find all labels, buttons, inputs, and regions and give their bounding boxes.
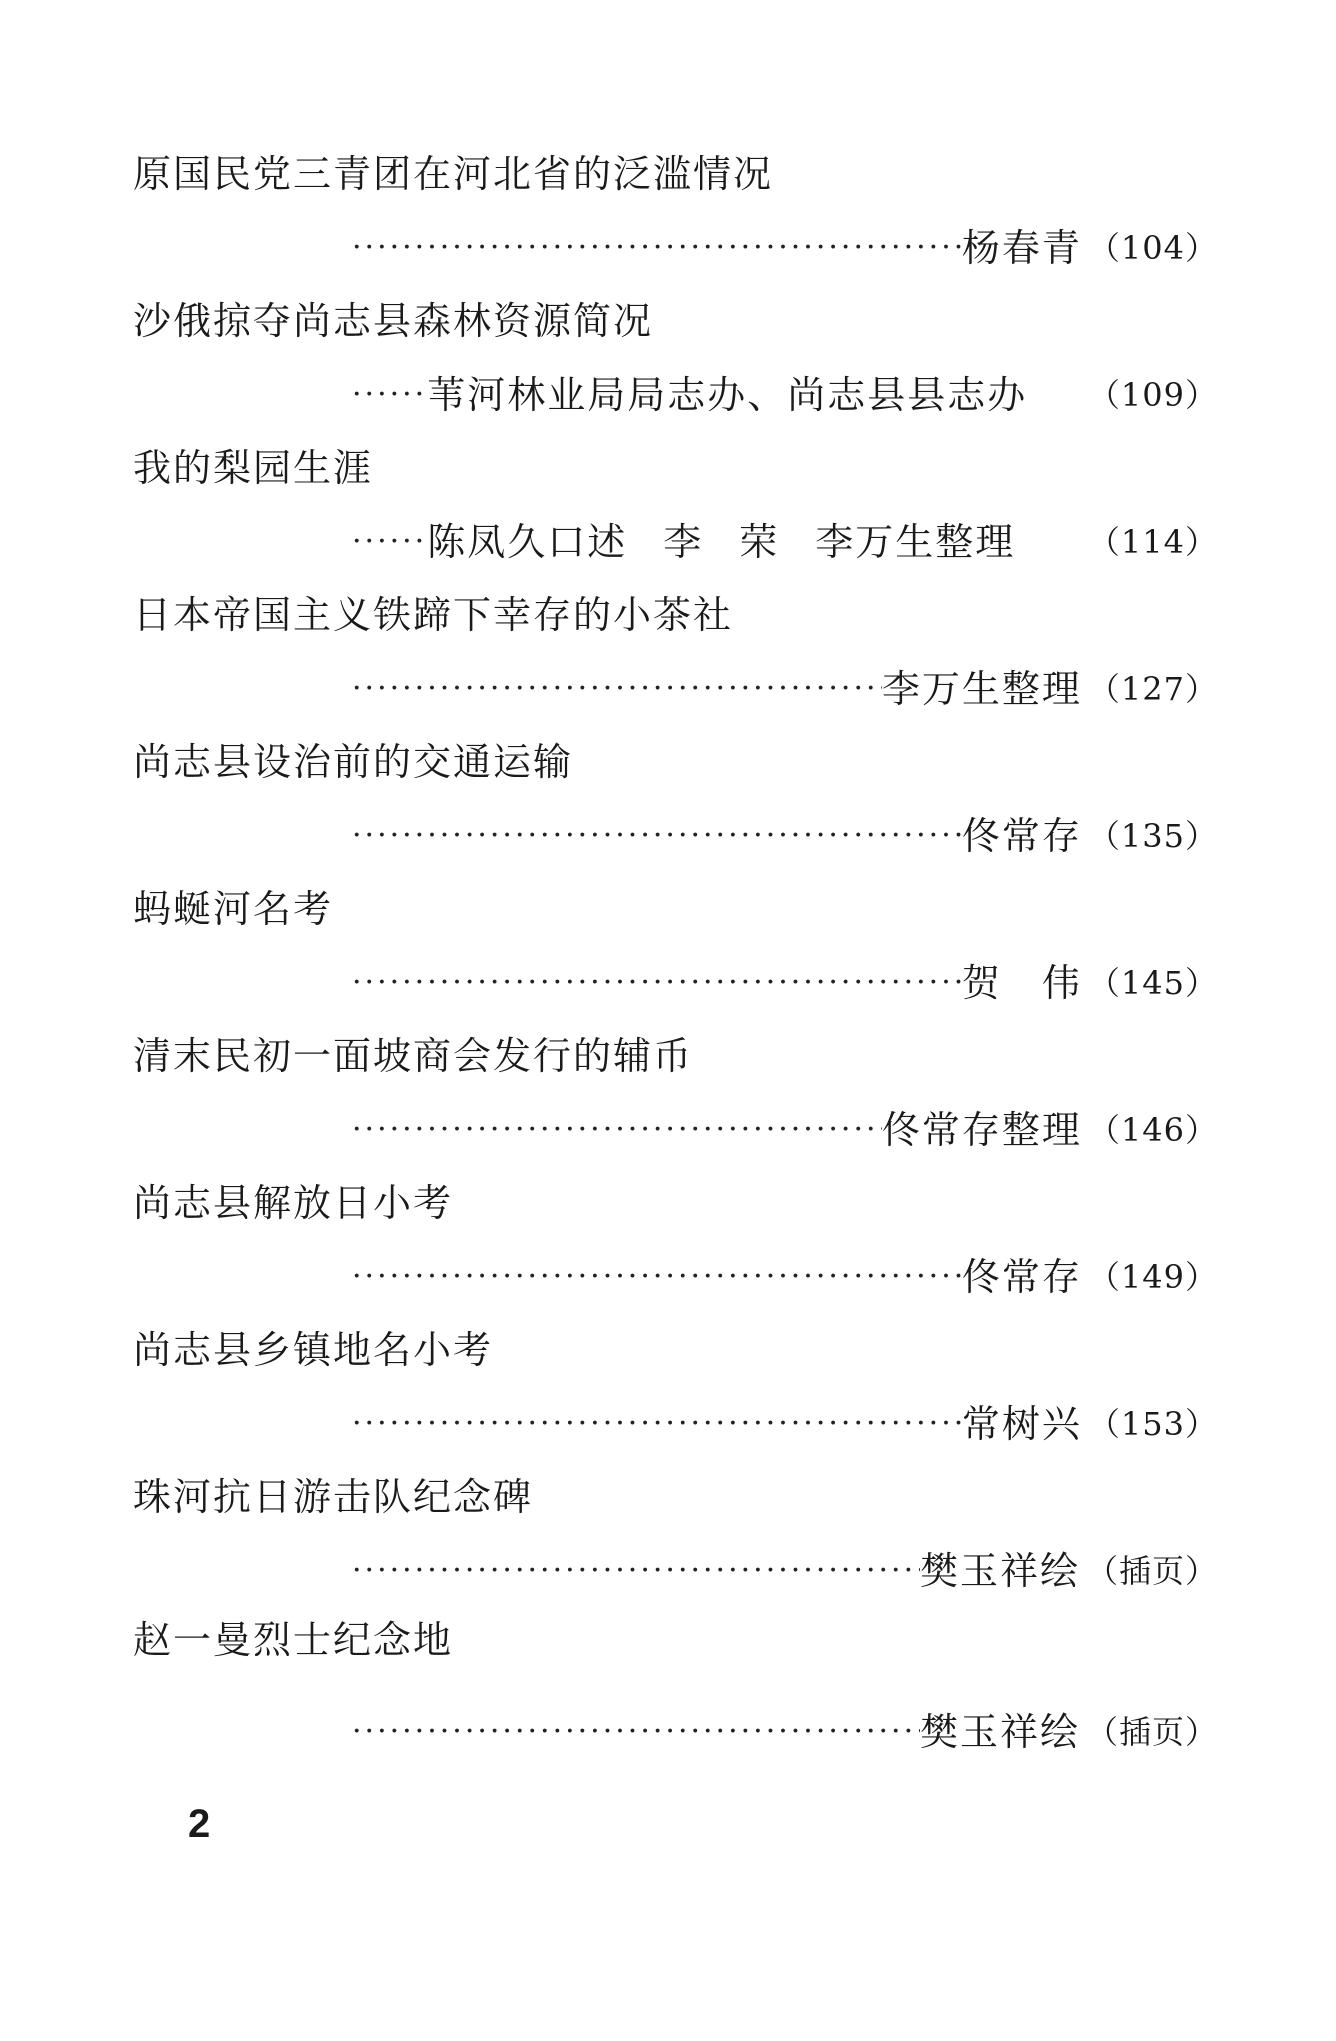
entry-byline <box>352 665 1218 713</box>
entry-author: 常树兴 <box>961 1402 1082 1446</box>
leader-dots <box>352 224 962 272</box>
entry-byline <box>352 1547 1218 1595</box>
page-number: 2 <box>188 1802 211 1846</box>
entry-title: 沙俄掠夺尚志县森林资源简况 <box>133 299 654 343</box>
entry-byline <box>352 1708 1218 1756</box>
entry-author: 杨春青 <box>961 226 1082 270</box>
entry-byline <box>352 1400 1218 1448</box>
author-name-part: 荣 <box>739 520 780 564</box>
entry-title: 清末民初一面坡商会发行的辅币 <box>133 1034 694 1078</box>
leader-dots <box>352 1106 882 1154</box>
entry-page: （127） <box>1087 670 1218 708</box>
leader-dots <box>352 1400 962 1448</box>
entry-author: 樊玉祥绘 <box>919 1549 1080 1593</box>
leader-dots <box>352 665 882 713</box>
entry-byline <box>352 1253 1218 1301</box>
leader-dots <box>352 371 427 419</box>
author-narrator: 陈凤久口述 <box>427 520 628 564</box>
entry-page: （插页） <box>1085 1713 1218 1751</box>
entry-author: 苇河林业局局志办、尚志县县志办 <box>427 373 1028 417</box>
leader-dots <box>352 1708 920 1756</box>
entry-title: 尚志县乡镇地名小考 <box>133 1328 494 1372</box>
entry-title: 赵一曼烈士纪念地 <box>133 1618 454 1662</box>
entry-author: 李万生整理 <box>881 667 1082 711</box>
entry-byline <box>352 959 1218 1007</box>
entry-author: 佟常存整理 <box>881 1108 1082 1152</box>
entry-title: 尚志县解放日小考 <box>133 1181 454 1225</box>
leader-dots <box>352 812 962 860</box>
entry-byline <box>352 224 1218 272</box>
leader-dots <box>352 518 427 566</box>
entry-author <box>427 518 1082 566</box>
leader-dots <box>352 959 962 1007</box>
entry-author: 贺 伟 <box>961 961 1082 1005</box>
leader-dots <box>352 1547 920 1595</box>
author-editor: 李万生整理 <box>815 520 1016 564</box>
entry-byline <box>352 371 1218 419</box>
entry-byline <box>352 518 1218 566</box>
entry-page: （146） <box>1087 1111 1218 1149</box>
entry-author: 佟常存 <box>961 814 1082 858</box>
leader-dots <box>352 1253 962 1301</box>
entry-page: （109） <box>1087 376 1218 414</box>
entry-byline <box>352 1106 1218 1154</box>
entry-title: 原国民党三青团在河北省的泛滥情况 <box>133 152 774 196</box>
entry-page: （149） <box>1087 1258 1218 1296</box>
entry-page: （145） <box>1087 964 1218 1002</box>
entry-page: （135） <box>1087 817 1218 855</box>
entry-title: 珠河抗日游击队纪念碑 <box>133 1475 534 1519</box>
author-name-part: 李 <box>663 520 704 564</box>
entry-author: 佟常存 <box>961 1255 1082 1299</box>
entry-page: （114） <box>1087 523 1218 561</box>
entry-page: （153） <box>1087 1405 1218 1443</box>
entry-page: （插页） <box>1085 1552 1218 1590</box>
entry-title: 蚂蜒河名考 <box>133 887 334 931</box>
entry-page: （104） <box>1087 229 1218 267</box>
entry-title: 日本帝国主义铁蹄下幸存的小茶社 <box>133 593 734 637</box>
entry-author: 樊玉祥绘 <box>919 1710 1080 1754</box>
entry-title: 我的梨园生涯 <box>133 446 374 490</box>
entry-byline <box>352 812 1218 860</box>
entry-title: 尚志县设治前的交通运输 <box>133 740 574 784</box>
